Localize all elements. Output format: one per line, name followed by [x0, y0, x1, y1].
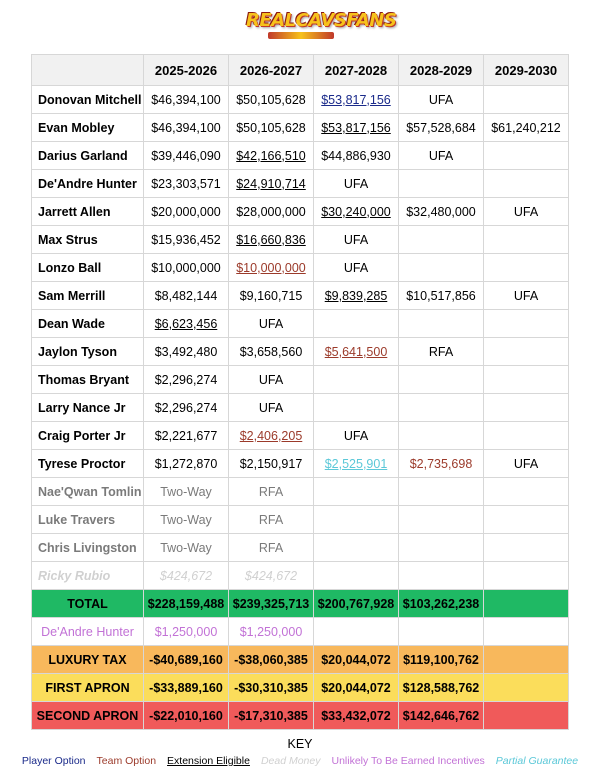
summary-value: -$38,060,385 [229, 646, 314, 674]
table-row [32, 506, 569, 534]
contract-cell [314, 114, 399, 142]
contract-cell [484, 282, 569, 310]
contract-value: $61,240,212 [491, 120, 561, 135]
header-season-4: 2028-2029 [399, 55, 484, 86]
contract-cell [229, 478, 314, 506]
contract-value: $23,303,571 [151, 176, 221, 191]
summary-label: SECOND APRON [32, 702, 144, 730]
contract-value: $53,817,156 [321, 92, 391, 107]
key-dead-money: Dead Money [260, 755, 321, 767]
header-corner [32, 55, 144, 86]
contract-value: $9,839,285 [324, 288, 388, 303]
summary-value: -$40,689,160 [144, 646, 229, 674]
contract-cell [229, 310, 314, 338]
contract-value: RFA [428, 344, 454, 359]
contract-value: $424,672 [159, 568, 213, 583]
table-row [32, 310, 569, 338]
contract-value: UFA [343, 428, 369, 443]
table-row [32, 394, 569, 422]
contract-cell [314, 254, 399, 282]
player-name: De'Andre Hunter [32, 170, 144, 198]
contract-cell [229, 450, 314, 478]
contract-cell [484, 338, 569, 366]
contract-cell [314, 394, 399, 422]
player-name: Craig Porter Jr [32, 422, 144, 450]
contract-cell [399, 170, 484, 198]
contract-value: RFA [258, 540, 284, 555]
summary-value: $200,767,928 [314, 590, 399, 618]
table-row [32, 422, 569, 450]
contract-cell [314, 86, 399, 114]
player-name: Lonzo Ball [32, 254, 144, 282]
player-name: Max Strus [32, 226, 144, 254]
summary-value: $119,100,762 [399, 646, 484, 674]
player-name: Donovan Mitchell [32, 86, 144, 114]
table-row [32, 142, 569, 170]
contract-value: Two-Way [160, 484, 212, 499]
player-name: Nae'Qwan Tomlin [32, 478, 144, 506]
contract-cell [229, 562, 314, 590]
table-row [32, 562, 569, 590]
contract-cell [399, 226, 484, 254]
logo-text: REALCAVSFANS [246, 10, 397, 31]
summary-value: -$22,010,160 [144, 702, 229, 730]
contract-cell [399, 534, 484, 562]
contract-cell [144, 254, 229, 282]
contract-cell [314, 478, 399, 506]
contract-cell [314, 142, 399, 170]
table-row [32, 254, 569, 282]
summary-label: De'Andre Hunter [32, 618, 144, 646]
table-row [32, 198, 569, 226]
contract-cell [314, 310, 399, 338]
contract-value: $3,658,560 [239, 344, 303, 359]
contract-value: $2,735,698 [409, 456, 473, 471]
contract-cell [229, 226, 314, 254]
player-name: Larry Nance Jr [32, 394, 144, 422]
summary-value: $20,044,072 [314, 646, 399, 674]
contract-cell [399, 282, 484, 310]
contract-value: UFA [258, 316, 284, 331]
contract-value: $424,672 [244, 568, 298, 583]
contract-value: UFA [343, 232, 369, 247]
summary-value: $33,432,072 [314, 702, 399, 730]
contract-value: $10,000,000 [151, 260, 221, 275]
summary-value: $1,250,000 [229, 618, 314, 646]
header-season-3: 2027-2028 [314, 55, 399, 86]
summary-value: $142,646,762 [399, 702, 484, 730]
contract-cell [229, 86, 314, 114]
contract-cell [229, 534, 314, 562]
contract-value: RFA [258, 484, 284, 499]
contract-value: $15,936,452 [151, 232, 221, 247]
contract-cell [314, 366, 399, 394]
contract-value: $46,394,100 [151, 120, 221, 135]
header-row [32, 55, 569, 86]
contract-cell [314, 450, 399, 478]
contract-value: $8,482,144 [154, 288, 218, 303]
table-row [32, 86, 569, 114]
contract-value: $44,886,930 [321, 148, 391, 163]
contract-cell [484, 562, 569, 590]
contract-cell [484, 254, 569, 282]
contract-value: $5,641,500 [324, 344, 388, 359]
summary-row-second [32, 702, 569, 730]
contracts-body [32, 86, 569, 730]
contract-cell [399, 254, 484, 282]
contract-cell [484, 86, 569, 114]
contract-value: $16,660,836 [236, 232, 306, 247]
contract-value: UFA [428, 92, 454, 107]
contract-cell [484, 170, 569, 198]
player-name: Ricky Rubio [32, 562, 144, 590]
contract-cell [399, 114, 484, 142]
contract-value: UFA [513, 204, 539, 219]
player-name: Thomas Bryant [32, 366, 144, 394]
contract-cell [314, 422, 399, 450]
contract-cell [229, 198, 314, 226]
contract-value: $53,817,156 [321, 120, 391, 135]
summary-value: $103,262,238 [399, 590, 484, 618]
contract-cell [484, 506, 569, 534]
table-row [32, 282, 569, 310]
table-row [32, 170, 569, 198]
summary-value [484, 674, 569, 702]
contract-value: $2,525,901 [324, 456, 388, 471]
contract-value: UFA [513, 288, 539, 303]
contract-cell [484, 450, 569, 478]
key-player-option: Player Option [21, 755, 86, 767]
contract-value: $28,000,000 [236, 204, 306, 219]
contract-value: $30,240,000 [321, 204, 391, 219]
summary-value: $228,159,488 [144, 590, 229, 618]
contract-cell [144, 478, 229, 506]
contract-cell [314, 226, 399, 254]
summary-label: TOTAL [32, 590, 144, 618]
contract-cell [399, 562, 484, 590]
logo-underline [268, 32, 334, 39]
contract-cell [144, 114, 229, 142]
contract-cell [229, 394, 314, 422]
table-row [32, 450, 569, 478]
contract-cell [144, 310, 229, 338]
summary-value: -$33,889,160 [144, 674, 229, 702]
summary-value [484, 618, 569, 646]
contract-value: $2,296,274 [154, 400, 218, 415]
key-team-option: Team Option [96, 755, 157, 767]
summary-value: $20,044,072 [314, 674, 399, 702]
summary-row-incentive [32, 618, 569, 646]
player-name: Tyrese Proctor [32, 450, 144, 478]
contract-value: $50,105,628 [236, 120, 306, 135]
table-row [32, 114, 569, 142]
contract-cell [399, 506, 484, 534]
contract-cell [484, 114, 569, 142]
key-legend [0, 755, 600, 767]
player-name: Sam Merrill [32, 282, 144, 310]
summary-label: FIRST APRON [32, 674, 144, 702]
contract-value: $3,492,480 [154, 344, 218, 359]
summary-row-total [32, 590, 569, 618]
summary-value: -$30,310,385 [229, 674, 314, 702]
player-name: Jaylon Tyson [32, 338, 144, 366]
player-name: Chris Livingston [32, 534, 144, 562]
contract-cell [144, 86, 229, 114]
contract-value: $10,000,000 [236, 260, 306, 275]
contract-cell [229, 338, 314, 366]
contract-cell [144, 366, 229, 394]
contract-cell [144, 506, 229, 534]
contract-value: $42,166,510 [236, 148, 306, 163]
contract-cell [144, 170, 229, 198]
header-season-1: 2025-2026 [144, 55, 229, 86]
contract-value: $46,394,100 [151, 92, 221, 107]
contract-cell [229, 422, 314, 450]
header-season-2: 2026-2027 [229, 55, 314, 86]
contract-cell [399, 310, 484, 338]
key-incentives: Unlikely To Be Earned Incentives [331, 755, 485, 767]
contract-cell [484, 422, 569, 450]
table-row [32, 366, 569, 394]
table-row [32, 338, 569, 366]
contract-cell [229, 142, 314, 170]
contract-value: $10,517,856 [406, 288, 476, 303]
contract-value: $32,480,000 [406, 204, 476, 219]
contract-value: Two-Way [160, 512, 212, 527]
contract-value: $2,150,917 [239, 456, 303, 471]
summary-value [314, 618, 399, 646]
contract-cell [144, 282, 229, 310]
contract-cell [399, 86, 484, 114]
contract-value: $20,000,000 [151, 204, 221, 219]
contract-cell [144, 198, 229, 226]
contract-cell [229, 366, 314, 394]
contract-cell [229, 254, 314, 282]
header-season-5: 2029-2030 [484, 55, 569, 86]
contract-value: UFA [513, 456, 539, 471]
table-row [32, 534, 569, 562]
contract-cell [484, 198, 569, 226]
contract-cell [229, 170, 314, 198]
summary-value: $1,250,000 [144, 618, 229, 646]
contract-cell [144, 142, 229, 170]
contract-value: $2,296,274 [154, 372, 218, 387]
table-row [32, 226, 569, 254]
summary-value [399, 618, 484, 646]
contract-cell [399, 422, 484, 450]
contract-cell [229, 506, 314, 534]
contract-value: $57,528,684 [406, 120, 476, 135]
contract-cell [144, 450, 229, 478]
contract-value: $2,406,205 [239, 428, 303, 443]
summary-value [484, 702, 569, 730]
summary-label: LUXURY TAX [32, 646, 144, 674]
contract-cell [484, 366, 569, 394]
contract-cell [229, 282, 314, 310]
contract-value: $2,221,677 [154, 428, 218, 443]
contract-value: $39,446,090 [151, 148, 221, 163]
contract-cell [229, 114, 314, 142]
realcavsfans-logo [246, 8, 397, 46]
summary-row-first [32, 674, 569, 702]
summary-value [484, 646, 569, 674]
summary-value: -$17,310,385 [229, 702, 314, 730]
contract-value: UFA [258, 400, 284, 415]
key-title: KEY [287, 737, 313, 751]
contract-value: UFA [258, 372, 284, 387]
contract-cell [314, 562, 399, 590]
summary-value [484, 590, 569, 618]
contract-cell [144, 394, 229, 422]
contract-value: $6,623,456 [154, 316, 218, 331]
contract-cell [399, 394, 484, 422]
contract-cell [144, 534, 229, 562]
contract-value: UFA [343, 176, 369, 191]
contract-cell [484, 142, 569, 170]
contract-cell [399, 478, 484, 506]
contract-cell [399, 450, 484, 478]
contract-value: RFA [258, 512, 284, 527]
player-name: Darius Garland [32, 142, 144, 170]
player-name: Evan Mobley [32, 114, 144, 142]
key-partial-guarantee: Partial Guarantee [495, 755, 579, 767]
table-row [32, 478, 569, 506]
contract-cell [484, 310, 569, 338]
contract-cell [399, 338, 484, 366]
contracts-table [31, 54, 569, 730]
contract-value: $24,910,714 [236, 176, 306, 191]
contract-cell [484, 534, 569, 562]
contract-value: UFA [343, 260, 369, 275]
contract-cell [314, 506, 399, 534]
contract-value: Two-Way [160, 540, 212, 555]
summary-value: $239,325,713 [229, 590, 314, 618]
player-name: Dean Wade [32, 310, 144, 338]
contract-cell [399, 366, 484, 394]
summary-value: $128,588,762 [399, 674, 484, 702]
contract-cell [314, 198, 399, 226]
contract-cell [484, 394, 569, 422]
contract-cell [144, 226, 229, 254]
contract-value: $1,272,870 [154, 456, 218, 471]
contract-cell [484, 226, 569, 254]
contract-cell [314, 534, 399, 562]
player-name: Jarrett Allen [32, 198, 144, 226]
summary-row-tax [32, 646, 569, 674]
contract-cell [314, 338, 399, 366]
contract-cell [314, 170, 399, 198]
key-extension-eligible: Extension Eligible [167, 755, 250, 767]
contract-cell [484, 478, 569, 506]
player-name: Luke Travers [32, 506, 144, 534]
contract-value: $9,160,715 [239, 288, 303, 303]
contract-cell [144, 422, 229, 450]
contract-cell [144, 562, 229, 590]
contract-cell [399, 198, 484, 226]
contract-cell [399, 142, 484, 170]
contract-cell [144, 338, 229, 366]
contract-value: $50,105,628 [236, 92, 306, 107]
contract-cell [314, 282, 399, 310]
contract-value: UFA [428, 148, 454, 163]
